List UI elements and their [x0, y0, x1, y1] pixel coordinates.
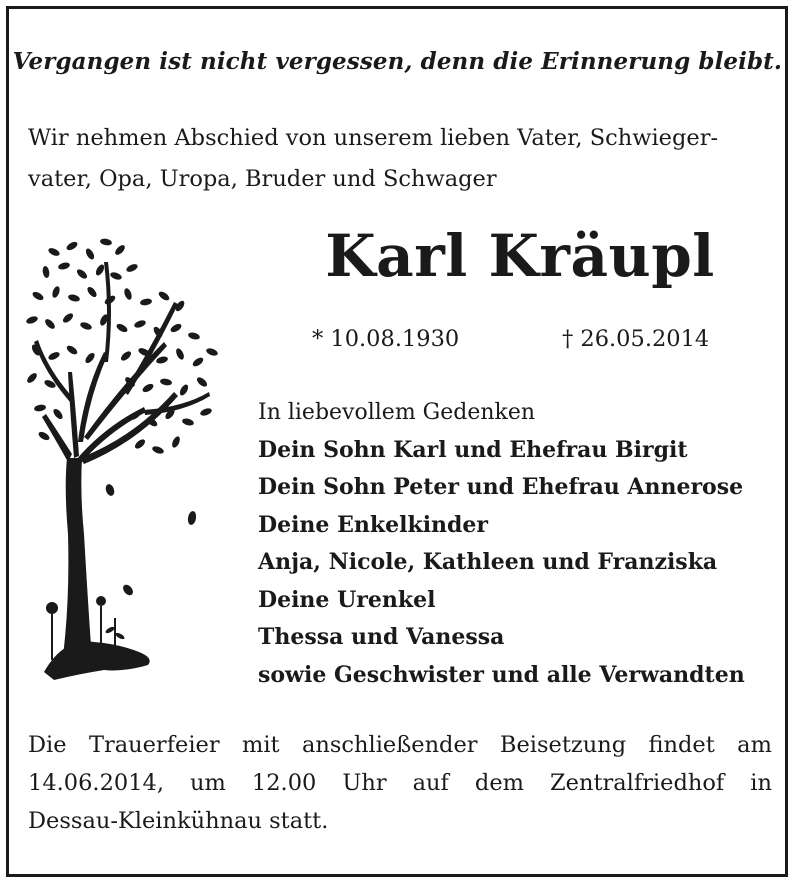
tree-illustration	[24, 232, 224, 692]
mourners-list	[258, 394, 788, 694]
intro-line-1: Wir nehmen Abschied von unserem lieben Vater, Schwieger-	[28, 125, 719, 151]
funeral-notice-line-3: Dessau-Kleinkühnau statt.	[28, 808, 329, 834]
deceased-name: Karl Kräupl	[325, 222, 715, 290]
word: anschließender	[301, 732, 478, 758]
intro-line-2: vater, Opa, Uropa, Bruder und Schwager	[28, 166, 497, 192]
intro-text	[28, 118, 778, 200]
word: auf	[412, 770, 449, 796]
mourner-line: Deine Urenkel	[258, 586, 436, 613]
word: Beisetzung	[499, 732, 627, 758]
funeral-notice-line-1	[28, 726, 772, 764]
mourner-line: Dein Sohn Karl und Ehefrau Birgit	[258, 436, 688, 463]
word: Uhr	[342, 770, 387, 796]
word: Zentralfriedhof	[550, 770, 725, 796]
word: 14.06.2014,	[28, 770, 164, 796]
funeral-notice	[28, 726, 772, 840]
word: findet	[648, 732, 715, 758]
word: Die	[28, 732, 67, 758]
death-date: † 26.05.2014	[562, 326, 710, 352]
motto: Vergangen ist nicht vergessen, denn die Erinnerung bleibt.	[12, 48, 782, 75]
word: in	[750, 770, 772, 796]
word: am	[737, 732, 772, 758]
word: Trauerfeier	[88, 732, 220, 758]
mourner-line: Thessa und Vanessa	[258, 624, 505, 650]
word: dem	[474, 770, 524, 796]
word: um	[190, 770, 226, 796]
mourner-line: sowie Geschwister und alle Verwandten	[258, 661, 745, 688]
mourner-line: Dein Sohn Peter und Ehefrau Annerose	[258, 474, 744, 500]
mourner-line: Anja, Nicole, Kathleen und Franziska	[258, 549, 718, 575]
funeral-notice-line-2	[28, 764, 772, 802]
word: mit	[242, 732, 280, 758]
mourner-line: Deine Enkelkinder	[258, 511, 489, 538]
birth-date: * 10.08.1930	[312, 326, 460, 352]
mourners-greeting: In liebevollem Gedenken	[258, 400, 536, 425]
word: 12.00	[251, 770, 317, 796]
